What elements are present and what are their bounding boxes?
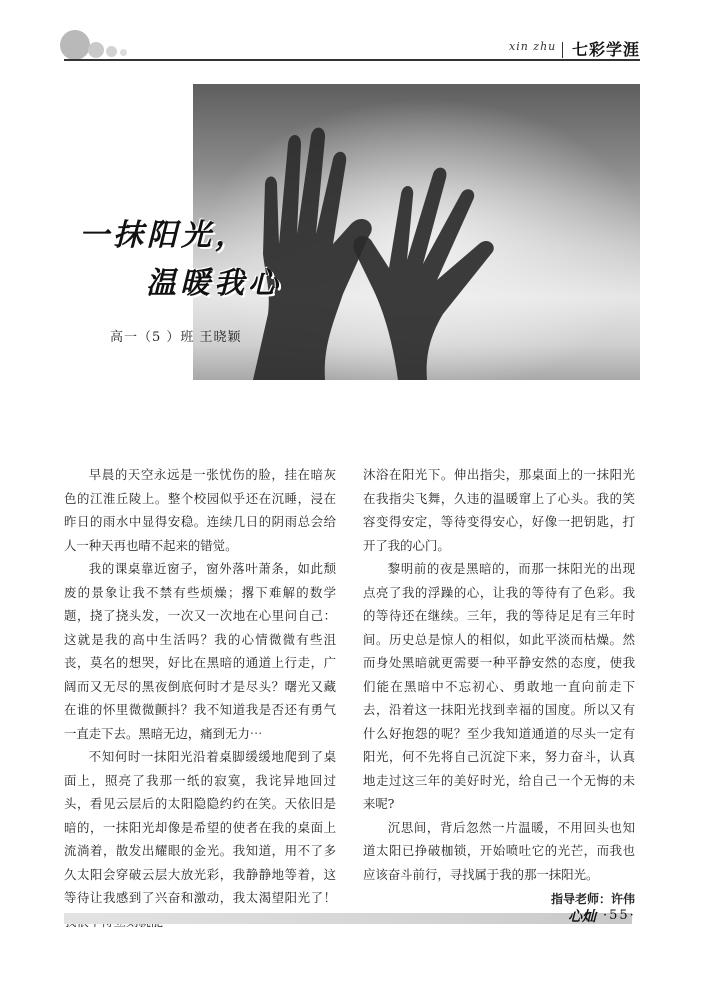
article-title-line-2: 温暖我心 bbox=[146, 266, 282, 301]
paragraph: 黎明前的夜是黑暗的，而那一抹阳光的出现点亮了我的浮躁的心，让我的等待有了色彩。我的等待还在继续。三年，我的等待足足有三年时间。历史总是惊人的相似，如此平淡而枯燥。然而身处黑暗就更需要一种平静安然的态度，使我们能在黑暗中不忘初心、勇敢地一直向前走下去，沿着这一抹阳光找到幸福的国度。所以又有什么好抱怨的呢？至少我知道通道的尽头一定有阳光，何不先将自己沉淀下来，努力奋斗，认真地走过这三年的美好时光，给自己一个无悔的未来呢? bbox=[363, 561, 635, 811]
article-title-line-1: 一抹阳光， bbox=[79, 218, 249, 253]
header-pinyin: xin zhu bbox=[509, 40, 557, 53]
circle-icon bbox=[60, 30, 90, 60]
paragraph: 不知何时一抹阳光沿着桌脚缓缓地爬到了桌面上，照亮了我那一纸的寂寞，我诧异地回过头，看见云层后的太阳隐隐约约在笑。天依旧是暗的，一抹阳光却像是希望的使者在我的桌面上流淌着，散发出耀眼的金光。我知道，用不了多久太阳会穿破云层大放光彩，我静静地等着，这等待让我感到了兴奋和激动，我太渴望阳光了！ bbox=[64, 749, 336, 905]
hands-silhouette-icon bbox=[193, 84, 640, 380]
footer-bar bbox=[64, 913, 632, 924]
paragraph: 早晨的天空永远是一张忧伤的脸，挂在暗灰色的江淮丘陵上。整个校园似乎还在沉睡，浸在昨日的雨水中显得安稳。连续几日的阴雨总会给人一种天再也晴不起来的错觉。 bbox=[64, 467, 336, 553]
circle-icon bbox=[120, 49, 127, 56]
circle-icon bbox=[106, 46, 117, 57]
magazine-logo: 心灿 bbox=[568, 909, 596, 925]
author-byline: 高一（5 ）班 王晓颖 bbox=[110, 330, 242, 345]
hands-photo bbox=[193, 84, 640, 380]
paragraph-continued: 沐浴在阳光下。伸出指尖，那桌面上的一抹阳光在我指尖飞舞，久违的温暖窜上了心头。我的笑容变得安定，等待变得安心，好像一把钥匙，打开了我的心门。 bbox=[363, 467, 635, 553]
paragraph: 我的课桌靠近窗子，窗外落叶萧条，如此颓废的景象让我不禁有些烦燥；撂下难解的数学题，挠了挠头发，一次又一次地在心里问自己：这就是我的高中生活吗？我的心情微微有些沮丧，莫名的想哭，好比在黑暗的通道上行走，广阔而又无尽的黑夜倒底何时才是尽头？曙光又藏在谁的怀里微微颤抖？我不知道我是否还有勇气一直走下去。黑暗无边，痛到无力⋯ bbox=[64, 561, 336, 741]
page-number: ·55· bbox=[603, 908, 636, 923]
advisor-credit: 指导老师：许伟 bbox=[550, 892, 635, 906]
section-title: 七彩学涯 bbox=[572, 40, 641, 59]
circle-icon bbox=[88, 42, 104, 58]
body-column-right bbox=[363, 463, 635, 912]
header-rule bbox=[64, 59, 640, 61]
paragraph: 沉思间，背后忽然一片温暖，不用回头也知道太阳已挣破枷锁，开始喷吐它的光芒，而我也应该奋斗前行，寻找属于我的那一抹阳光。 bbox=[363, 819, 635, 882]
header-separator bbox=[562, 42, 563, 58]
body-column-left bbox=[64, 463, 336, 933]
